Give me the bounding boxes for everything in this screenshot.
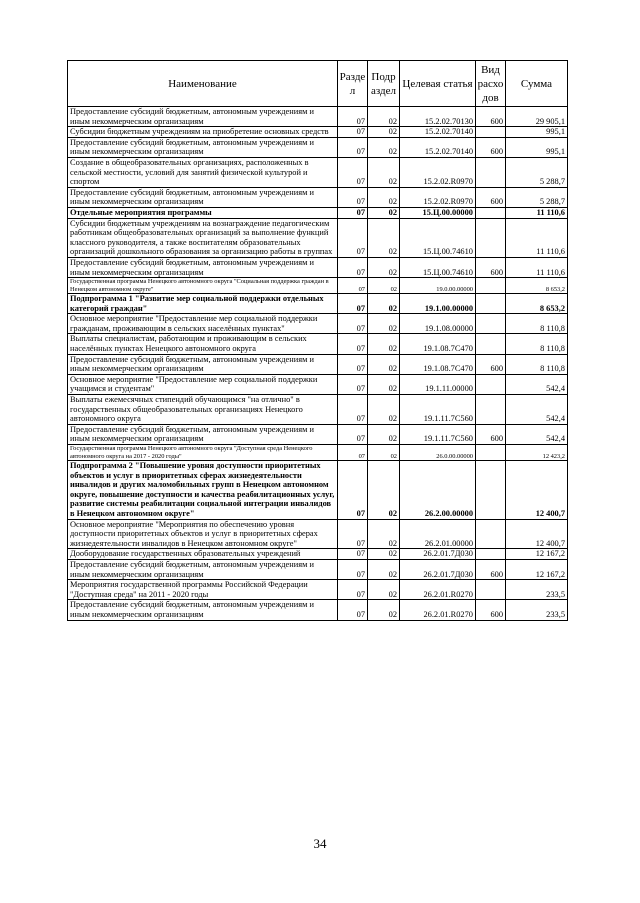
cell-name: Мероприятия государственной программы Российской Федерации "Доступная среда" на 2011 - 2020 годы <box>68 580 338 600</box>
cell-section: 07 <box>338 137 368 157</box>
cell-name: Подпрограмма 2 "Повышение уровня доступности приоритетных объектов и услуг в приоритетных сферах жизнедеятельности инвалидов и других маломобильных групп в Ненецком автономном округе, повышение доступности и качества реабилитационных услуг, развитие системы реабилитации социальной интеграции инвалидов в Ненецком автономном округе" <box>68 461 338 520</box>
cell-target: 26.2.01.R0270 <box>400 580 476 600</box>
cell-sum: 995,1 <box>506 127 568 138</box>
cell-sum: 29 905,1 <box>506 107 568 127</box>
table-row <box>68 157 568 187</box>
cell-sum: 542,4 <box>506 374 568 394</box>
cell-target: 15.2.02.R0970 <box>400 157 476 187</box>
cell-subsection: 02 <box>368 157 400 187</box>
cell-target: 19.1.08.7С470 <box>400 354 476 374</box>
cell-sum: 12 400,7 <box>506 519 568 549</box>
cell-subsection: 02 <box>368 549 400 560</box>
table-row <box>68 600 568 620</box>
header-subsection: Подр аздел <box>368 61 400 107</box>
cell-target: 19.1.11.00000 <box>400 374 476 394</box>
cell-subsection: 02 <box>368 461 400 520</box>
cell-subsection: 02 <box>368 334 400 354</box>
cell-section: 07 <box>338 207 368 218</box>
cell-kind: 600 <box>476 424 506 444</box>
cell-target: 26.2.00.00000 <box>400 461 476 520</box>
cell-section: 07 <box>338 354 368 374</box>
cell-sum: 12 400,7 <box>506 461 568 520</box>
cell-sum: 11 110,6 <box>506 257 568 277</box>
cell-name: Создание в общеобразовательных организациях, расположенных в сельской местности, условий для занятий физической культурой и спортом <box>68 157 338 187</box>
cell-kind <box>476 218 506 257</box>
table-row <box>68 549 568 560</box>
cell-sum: 12 167,2 <box>506 559 568 579</box>
cell-name: Дооборудование государственных образовательных учреждений <box>68 549 338 560</box>
table-row <box>68 257 568 277</box>
cell-section: 07 <box>338 314 368 334</box>
cell-section: 07 <box>338 600 368 620</box>
cell-sum: 542,4 <box>506 395 568 425</box>
table-row <box>68 127 568 138</box>
table-row <box>68 314 568 334</box>
cell-section: 07 <box>338 257 368 277</box>
cell-name: Предоставление субсидий бюджетным, автономным учреждениям и иным некоммерческим организациям <box>68 424 338 444</box>
header-name: Наименование <box>68 61 338 107</box>
cell-sum: 8 110,8 <box>506 354 568 374</box>
cell-subsection: 02 <box>368 600 400 620</box>
cell-target: 26.0.00.00000 <box>400 445 476 461</box>
cell-sum: 5 288,7 <box>506 157 568 187</box>
header-row <box>68 61 568 107</box>
cell-name: Основное мероприятие "Мероприятия по обеспечению уровня доступности приоритетных объектов и услуг в приоритетных сферах жизнедеятельности инвалидов в Ненецком автономном округе" <box>68 519 338 549</box>
cell-target: 19.0.00.00000 <box>400 278 476 294</box>
cell-sum: 233,5 <box>506 600 568 620</box>
cell-subsection: 02 <box>368 127 400 138</box>
cell-subsection: 02 <box>368 278 400 294</box>
cell-name: Предоставление субсидий бюджетным, автономным учреждениям и иным некоммерческим организациям <box>68 137 338 157</box>
cell-sum: 11 110,6 <box>506 207 568 218</box>
cell-subsection: 02 <box>368 395 400 425</box>
cell-name: Выплаты ежемесячных стипендий обучающимся "на отлично" в государственных общеобразовательных организациях Ненецкого автономного округа <box>68 395 338 425</box>
table-row <box>68 334 568 354</box>
cell-section: 07 <box>338 559 368 579</box>
cell-kind: 600 <box>476 600 506 620</box>
cell-name: Государственная программа Ненецкого автономного округа "Доступная среда Ненецкого автономного округа на 2017 - 2020 годы" <box>68 445 338 461</box>
cell-subsection: 02 <box>368 218 400 257</box>
cell-section: 07 <box>338 395 368 425</box>
cell-kind <box>476 519 506 549</box>
cell-name: Предоставление субсидий бюджетным, автономным учреждениям и иным некоммерческим организациям <box>68 187 338 207</box>
cell-sum: 8 653,2 <box>506 278 568 294</box>
cell-subsection: 02 <box>368 424 400 444</box>
cell-name: Субсидии бюджетным учреждениям на вознаграждение педагогическим работникам общеобразовательных организаций за выполнение функций классного руководителя, а также воспитателям образовательных организаций дошкольного образования за организацию работы в группах <box>68 218 338 257</box>
cell-kind <box>476 461 506 520</box>
cell-sum: 542,4 <box>506 424 568 444</box>
cell-name: Предоставление субсидий бюджетным, автономным учреждениям и иным некоммерческим организациям <box>68 600 338 620</box>
cell-subsection: 02 <box>368 187 400 207</box>
table-row <box>68 445 568 461</box>
cell-target: 19.1.08.7С470 <box>400 334 476 354</box>
cell-subsection: 02 <box>368 519 400 549</box>
cell-subsection: 02 <box>368 445 400 461</box>
table-row <box>68 580 568 600</box>
cell-subsection: 02 <box>368 257 400 277</box>
table-row <box>68 461 568 520</box>
table-row <box>68 294 568 314</box>
cell-kind <box>476 395 506 425</box>
cell-target: 19.1.00.00000 <box>400 294 476 314</box>
table-row <box>68 374 568 394</box>
table-body <box>68 107 568 621</box>
table-row <box>68 424 568 444</box>
cell-sum: 995,1 <box>506 137 568 157</box>
cell-target: 26.2.01.7Д030 <box>400 559 476 579</box>
cell-subsection: 02 <box>368 374 400 394</box>
cell-kind <box>476 549 506 560</box>
cell-name: Подпрограмма 1 "Развитие мер социальной поддержки отдельных категорий граждан" <box>68 294 338 314</box>
cell-subsection: 02 <box>368 314 400 334</box>
cell-section: 07 <box>338 461 368 520</box>
cell-kind: 600 <box>476 354 506 374</box>
cell-kind <box>476 580 506 600</box>
table-row <box>68 207 568 218</box>
cell-name: Выплаты специалистам, работающим и проживающим в сельских населённых пунктах Ненецкого автономного округа <box>68 334 338 354</box>
table-row <box>68 354 568 374</box>
cell-kind <box>476 334 506 354</box>
cell-name: Субсидии бюджетным учреждениям на приобретение основных средств <box>68 127 338 138</box>
cell-section: 07 <box>338 374 368 394</box>
cell-section: 07 <box>338 187 368 207</box>
cell-subsection: 02 <box>368 354 400 374</box>
cell-kind <box>476 278 506 294</box>
cell-section: 07 <box>338 424 368 444</box>
table-row <box>68 519 568 549</box>
cell-target: 15.2.02.70140 <box>400 137 476 157</box>
cell-target: 19.1.11.7С560 <box>400 395 476 425</box>
table-row <box>68 107 568 127</box>
cell-target: 19.1.11.7С560 <box>400 424 476 444</box>
cell-target: 15.Ц.00.74610 <box>400 257 476 277</box>
table-row <box>68 218 568 257</box>
page-number: 34 <box>313 836 327 851</box>
cell-section: 07 <box>338 549 368 560</box>
cell-target: 26.2.01.7Д030 <box>400 549 476 560</box>
budget-table <box>67 60 568 621</box>
cell-target: 15.2.02.R0970 <box>400 187 476 207</box>
table-row <box>68 278 568 294</box>
cell-name: Основное мероприятие "Предоставление мер социальной поддержки гражданам, проживающим в сельских населённых пунктах" <box>68 314 338 334</box>
cell-subsection: 02 <box>368 294 400 314</box>
cell-target: 26.2.01.00000 <box>400 519 476 549</box>
cell-kind <box>476 157 506 187</box>
cell-subsection: 02 <box>368 559 400 579</box>
cell-section: 07 <box>338 127 368 138</box>
cell-sum: 12 423,2 <box>506 445 568 461</box>
cell-kind <box>476 445 506 461</box>
cell-subsection: 02 <box>368 580 400 600</box>
cell-sum: 8 110,8 <box>506 334 568 354</box>
cell-sum: 5 288,7 <box>506 187 568 207</box>
cell-name: Предоставление субсидий бюджетным, автономным учреждениям и иным некоммерческим организациям <box>68 257 338 277</box>
cell-section: 07 <box>338 107 368 127</box>
cell-section: 07 <box>338 218 368 257</box>
header-target: Целевая статья <box>400 61 476 107</box>
cell-target: 15.Ц.00.00000 <box>400 207 476 218</box>
cell-subsection: 02 <box>368 107 400 127</box>
cell-kind <box>476 207 506 218</box>
cell-sum: 233,5 <box>506 580 568 600</box>
cell-section: 07 <box>338 294 368 314</box>
cell-kind <box>476 374 506 394</box>
cell-target: 26.2.01.R0270 <box>400 600 476 620</box>
cell-sum: 12 167,2 <box>506 549 568 560</box>
cell-section: 07 <box>338 334 368 354</box>
cell-section: 07 <box>338 580 368 600</box>
header-sum: Сумма <box>506 61 568 107</box>
cell-section: 07 <box>338 278 368 294</box>
cell-target: 15.2.02.70140 <box>400 127 476 138</box>
cell-sum: 11 110,6 <box>506 218 568 257</box>
cell-name: Отдельные мероприятия программы <box>68 207 338 218</box>
cell-kind <box>476 294 506 314</box>
cell-target: 19.1.08.00000 <box>400 314 476 334</box>
cell-name: Государственная программа Ненецкого автономного округа "Социальная поддержка граждан в Ненецком автономном округе" <box>68 278 338 294</box>
cell-subsection: 02 <box>368 207 400 218</box>
cell-kind: 600 <box>476 257 506 277</box>
table-row <box>68 559 568 579</box>
cell-sum: 8 653,2 <box>506 294 568 314</box>
cell-name: Предоставление субсидий бюджетным, автономным учреждениям и иным некоммерческим организациям <box>68 559 338 579</box>
header-section: Разде л <box>338 61 368 107</box>
cell-target: 15.Ц.00.74610 <box>400 218 476 257</box>
cell-kind: 600 <box>476 187 506 207</box>
cell-section: 07 <box>338 157 368 187</box>
table-row <box>68 187 568 207</box>
cell-target: 15.2.02.70130 <box>400 107 476 127</box>
cell-kind <box>476 314 506 334</box>
cell-name: Предоставление субсидий бюджетным, автономным учреждениям и иным некоммерческим организациям <box>68 107 338 127</box>
cell-sum: 8 110,8 <box>506 314 568 334</box>
table-row <box>68 137 568 157</box>
cell-section: 07 <box>338 445 368 461</box>
cell-kind: 600 <box>476 137 506 157</box>
cell-name: Основное мероприятие "Предоставление мер социальной поддержки учащимся и студентам" <box>68 374 338 394</box>
cell-subsection: 02 <box>368 137 400 157</box>
cell-section: 07 <box>338 519 368 549</box>
cell-kind: 600 <box>476 559 506 579</box>
cell-kind <box>476 127 506 138</box>
table-row <box>68 395 568 425</box>
cell-kind: 600 <box>476 107 506 127</box>
cell-name: Предоставление субсидий бюджетным, автономным учреждениям и иным некоммерческим организациям <box>68 354 338 374</box>
header-kind: Вид расхо дов <box>476 61 506 107</box>
